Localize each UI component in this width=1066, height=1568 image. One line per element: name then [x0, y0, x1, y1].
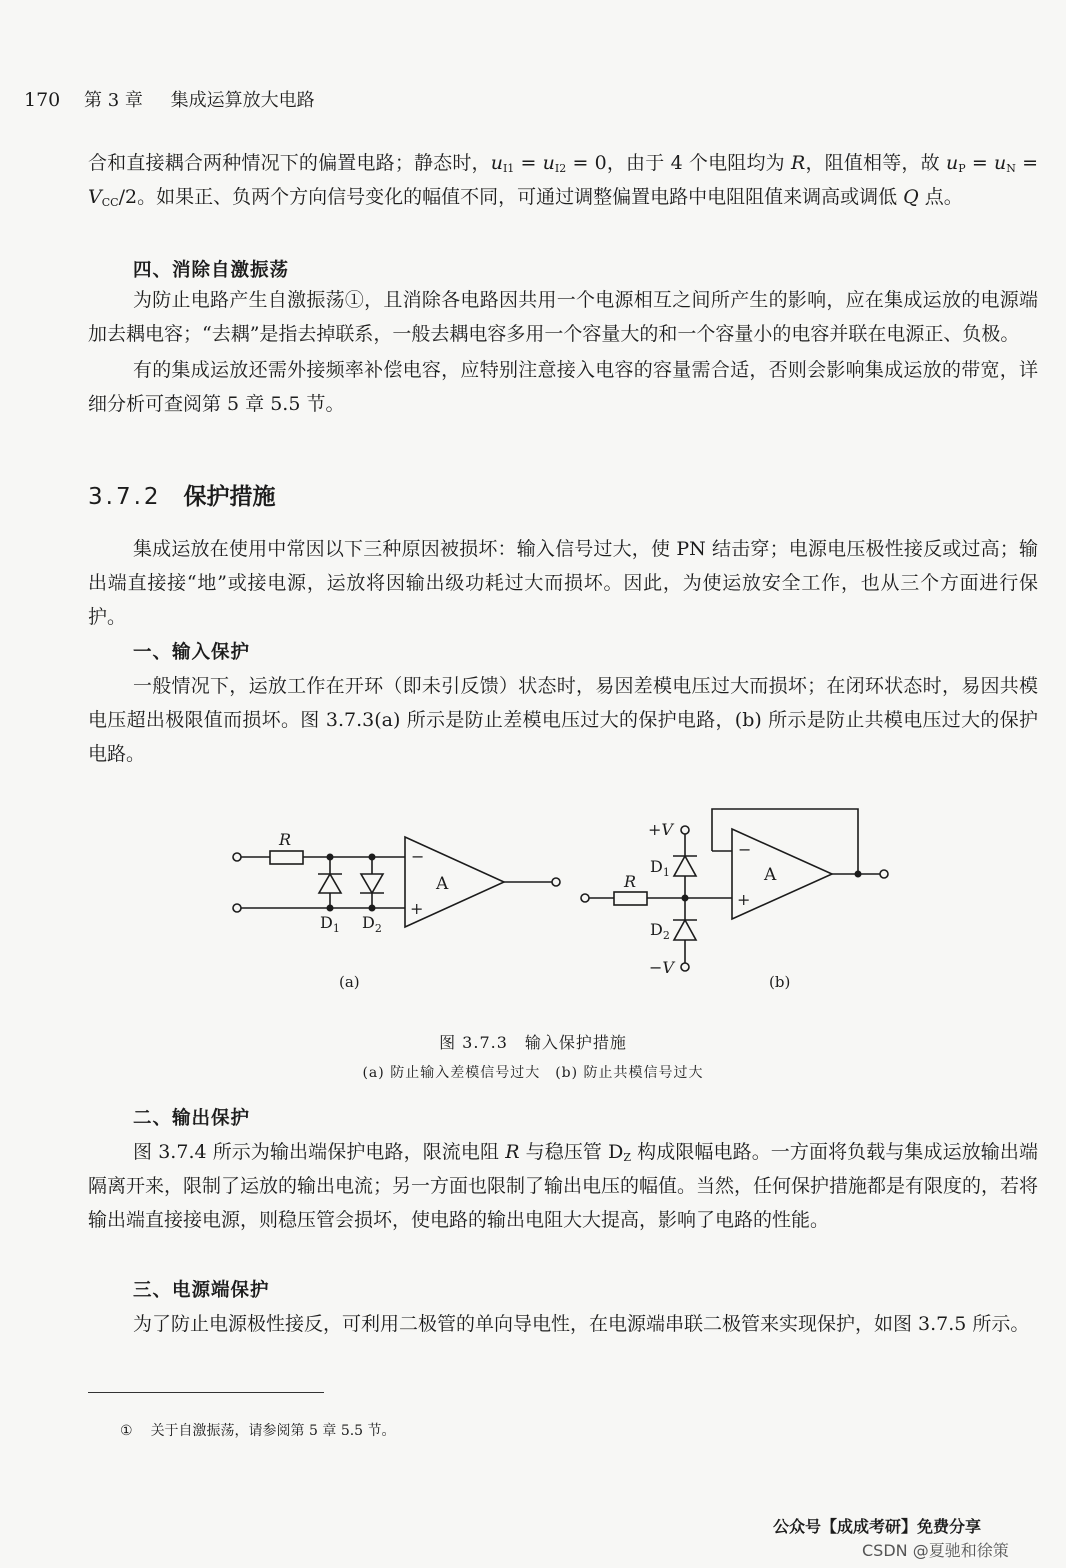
label-r-a: R [279, 830, 292, 849]
label-a-b: A [764, 865, 777, 885]
section-title: 保护措施 [183, 484, 276, 510]
label-d2-b-sub: 2 [662, 929, 670, 942]
sub-cc: CC [101, 196, 119, 209]
protection-intro-text [88, 532, 1038, 634]
csdn-watermark: CSDN @夏驰和徐策 [862, 1541, 1009, 1560]
label-d2-a-letter: D [362, 913, 375, 932]
figure-a-label: (a) [339, 973, 360, 991]
circuit-a [233, 837, 560, 927]
supply-terminal-neg [681, 963, 689, 971]
equals-3: = [1015, 152, 1038, 174]
sub-i2: I2 [554, 162, 567, 175]
sub-p: P [958, 162, 966, 175]
symbol-q: Q [903, 186, 919, 208]
oscillation-section-text [88, 283, 1038, 421]
intro-text-3b: 点。 [918, 186, 963, 208]
supply-protection-text [88, 1307, 1038, 1341]
junction-b-1 [682, 895, 689, 902]
diode-d2-b [673, 920, 697, 963]
sub-z: Z [623, 1151, 632, 1164]
label-d2-a [362, 913, 382, 935]
share-watermark: 公众号【成成考研】免费分享 [773, 1517, 982, 1536]
output-terminal-a [552, 878, 560, 886]
label-neg-v: −V [649, 958, 674, 977]
intro-paragraph [88, 146, 1038, 214]
figure-b-label: (b) [769, 973, 791, 991]
label-pos-v: +V [648, 820, 673, 839]
figure-3-7-3-circuits [0, 790, 1066, 1010]
symbol-r-output: R [505, 1141, 520, 1163]
junction-b-2 [855, 871, 862, 878]
label-d1-a-sub: 1 [332, 922, 340, 935]
label-d1-b-letter: D [650, 857, 663, 876]
symbol-r: R [791, 152, 806, 174]
footnote-text: 关于自激振荡，请参阅第 5 章 5.5 节。 [150, 1423, 396, 1439]
section-number: 3.7.2 [88, 484, 162, 510]
label-d1-b-sub: 1 [662, 866, 670, 879]
label-plus-a: + [410, 899, 424, 918]
sub-n: N [1006, 162, 1016, 175]
figure-subcaption: (a) 防止输入差模信号过大 (b) 防止共模信号过大 [362, 1065, 704, 1081]
footnote-divider [88, 1392, 324, 1393]
junction-a-3 [327, 905, 334, 912]
symbol-u-p: u [945, 152, 959, 174]
label-a-a: A [436, 874, 449, 894]
label-d1-a [320, 913, 340, 935]
input-protection-text [88, 669, 1038, 771]
intro-text-1a: 合和直接耦合两种情况下的偏置电路；静态时， [88, 152, 491, 174]
chapter-title: 集成运算放大电路 [170, 90, 315, 111]
page-number: 170 [24, 89, 61, 111]
diode-d1-a [318, 857, 342, 908]
diode-d2-a [360, 857, 384, 908]
junction-a-4 [369, 905, 376, 912]
heading-input-protection: 一、输入保护 [133, 642, 251, 663]
label-minus-b: − [738, 840, 752, 859]
running-header [24, 86, 315, 112]
equals-1: = [514, 152, 543, 174]
label-d2-b-letter: D [650, 920, 663, 939]
label-plus-b: + [737, 890, 751, 909]
resistor-r-a [270, 851, 303, 864]
diode-d1-b [673, 834, 697, 920]
footnote [120, 1420, 396, 1440]
oscillation-paragraph-2: 有的集成运放还需外接频率补偿电容，应特别注意接入电容的容量需合适，否则会影响集成运放的带宽，详细分析可查阅第 5 章 5.5 节。 [88, 359, 1038, 415]
label-minus-a: − [411, 847, 425, 866]
input-terminal-a-bottom [233, 904, 241, 912]
output-text-c: 构成限幅电路。一方面将负载与集成运放输出端隔离开来，限制了运放的输出电流；另一方面也限制了输出电压的幅值。当然，任何保护措施都是有限度的，若将输出端直接接电源，则稳压管会损坏，使电路的输出电阻大大提高，影响了电路的性能。 [88, 1141, 1039, 1231]
sub-i1: I1 [502, 162, 515, 175]
resistor-r-b [614, 892, 647, 905]
junction-a-1 [327, 854, 334, 861]
intro-text-3a: 来调高或调低 [783, 186, 904, 208]
output-text-b: 与稳压管 D [519, 1141, 624, 1163]
label-d1-a-letter: D [320, 913, 333, 932]
label-d1-b [650, 857, 670, 879]
input-terminal-a-top [233, 853, 241, 861]
section-heading [88, 478, 276, 511]
input-protection-paragraph: 一般情况下，运放工作在开环（即未引反馈）状态时，易因差模电压过大而损坏；在闭环状态时，易因共模电压超出极限值而损坏。图 3.7.3(a) 所示是防止差模电压过大的保护电路，(b) 所示是防止共模电压过大的保护电路。 [88, 675, 1038, 765]
intro-text-1c: ，阻值相等， [805, 152, 921, 174]
label-d2-a-sub: 2 [374, 922, 382, 935]
heading-supply-protection: 三、电源端保护 [133, 1280, 270, 1301]
oscillation-paragraph-1: 为防止电路产生自激振荡①，且消除各电路因共用一个电源相互之间所产生的影响，应在集成运放的电源端加去耦电容；“去耦”是指去掉联系，一般去耦电容多用一个容量大的和一个容量小的电容并联在电源正、负极。 [88, 289, 1038, 345]
intro-text-2a: 故 [920, 152, 946, 174]
output-terminal-b [880, 870, 888, 878]
intro-text-1b: = 0，由于 4 个电阻均为 [566, 152, 792, 174]
equals-2: = [965, 152, 994, 174]
heading-eliminate-oscillation: 四、消除自激振荡 [133, 260, 290, 281]
input-terminal-b [581, 894, 589, 902]
heading-output-protection: 二、输出保护 [133, 1108, 251, 1129]
intro-text-2b: /2。如果正、负两个方向信号变化的幅值不同，可通过调整偏置电路中电阻阻值 [118, 186, 784, 208]
chapter-label: 第 3 章 [84, 90, 143, 111]
label-r-b: R [624, 872, 637, 891]
protection-intro-paragraph: 集成运放在使用中常因以下三种原因被损坏：输入信号过大，使 PN 结击穿；电源电压极性接反或过高；输出端直接接“地”或接电源，运放将因输出级功耗过大而损坏。因此，为使运放安全工作，也从三个方面进行保护。 [88, 538, 1038, 628]
supply-protection-paragraph: 为了防止电源极性接反，可利用二极管的单向导电性，在电源端串联二极管来实现保护，如图 3.7.5 所示。 [133, 1313, 1030, 1335]
symbol-u-i1: u [490, 152, 503, 174]
junction-a-2 [369, 854, 376, 861]
figure-caption: 图 3.7.3 输入保护措施 [439, 1033, 627, 1052]
symbol-v: V [88, 186, 102, 208]
symbol-u-i2: u [542, 152, 555, 174]
label-d2-b [650, 920, 670, 942]
symbol-u-n: u [993, 152, 1007, 174]
footnote-mark: ① [120, 1423, 133, 1439]
output-text-a: 图 3.7.4 所示为输出端保护电路，限流电阻 [133, 1141, 506, 1163]
output-protection-text [88, 1135, 1038, 1237]
supply-terminal-pos [681, 826, 689, 834]
